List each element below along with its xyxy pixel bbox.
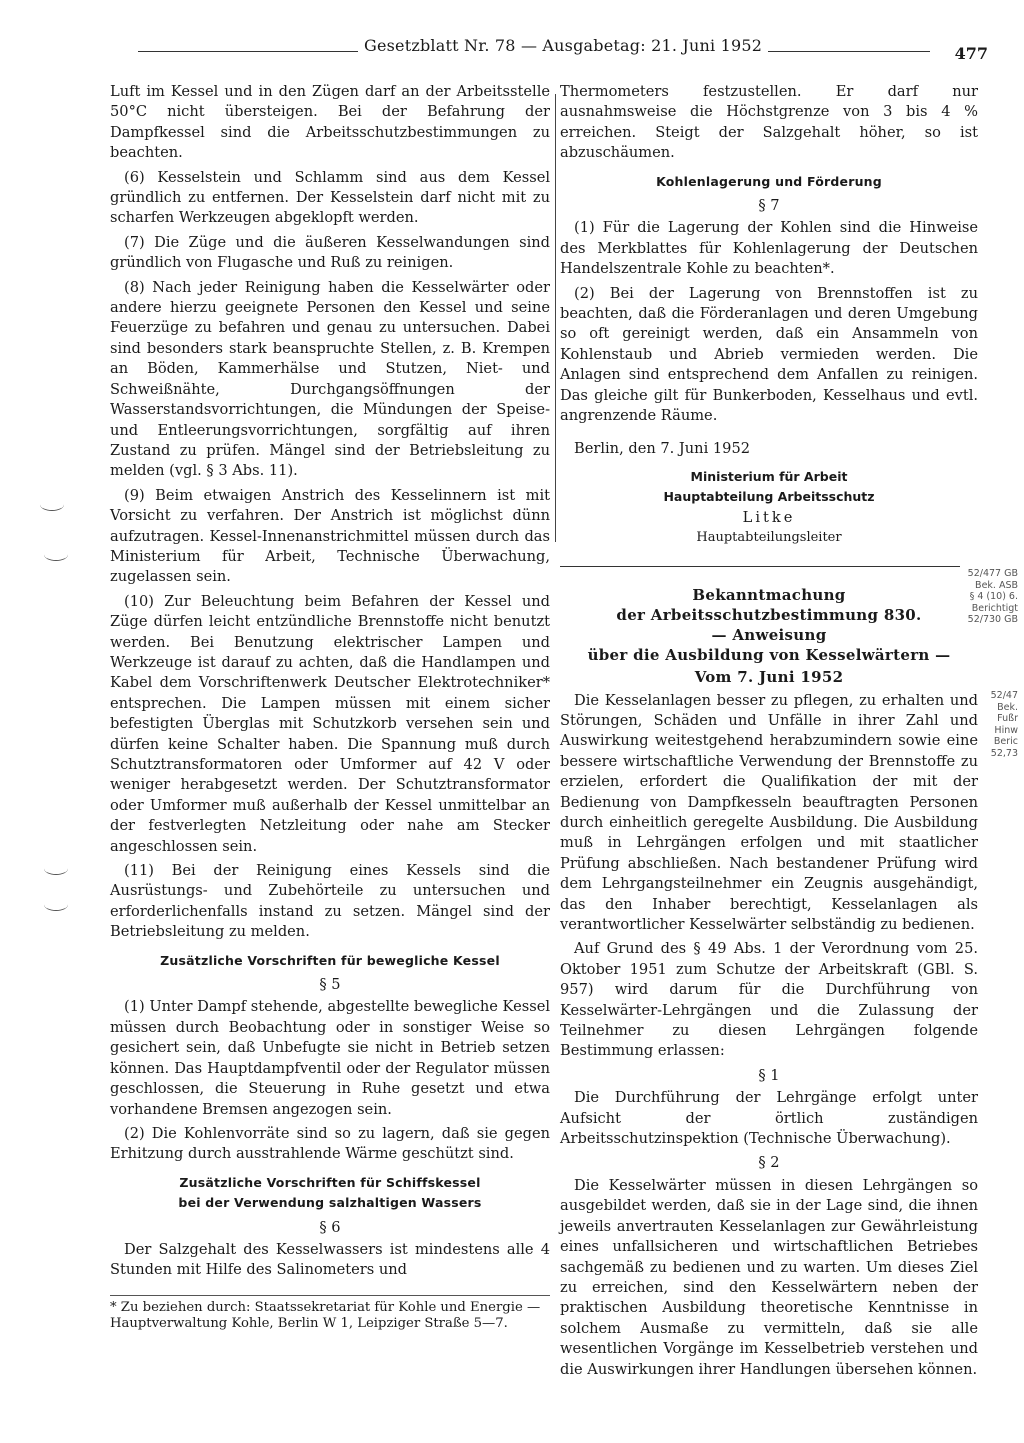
section-5-number: § 5 bbox=[319, 976, 341, 994]
signature-role: Hauptabteilungsleiter bbox=[696, 530, 842, 546]
section-7-paragraph-1: (1) Für die Lagerung der Kohlen sind die Hinweise des Merkblattes für Kohlenlagerung der Deutschen Handelszentrale Kohle zu beachten*. bbox=[560, 219, 978, 278]
paragraph-7: (7) Die Züge und die äußeren Kesselwandungen sind gründlich von Flugasche und Ruß zu reinigen. bbox=[110, 233, 550, 272]
notice-title-line2: der Arbeitsschutzbestimmung 830. bbox=[616, 605, 922, 624]
margin-check-mark bbox=[40, 498, 64, 511]
footnote: * Zu beziehen durch: Staatssekretariat für Kohle und Energie — Hauptverwaltung Kohle, Berlin W 1, Leipziger Straße 5—7. bbox=[110, 1295, 550, 1332]
section-2-paragraph: Die Kesselwärter müssen in diesen Lehrgängen so ausgebildet werden, daß sie in der Lage sind, die ihnen jeweils anvertrauten Kesselanlagen zur Gewährleistung eines unfallsicheren und wirtschaftlichen Betriebes sachgemäß zu bedienen und zu warten. Um dieses Ziel zu erreichen, sind den Kesselwärtern neben der praktischen Ausbildung theoretische Kenntnisse in solchem Ausmaße zu vermitteln, daß sie alle wesentlichen Vorgänge im Kesselbetrieb verstehen und die Auswirkungen ihrer Handlungen übersehen können. bbox=[560, 1176, 978, 1378]
section-1-paragraph: Die Durchführung der Lehrgänge erfolgt unter Aufsicht der örtlich zuständigen Arbeitsschutzinspektion (Technische Überwachung). bbox=[560, 1089, 978, 1148]
page-header bbox=[138, 30, 990, 64]
margin-check-mark bbox=[44, 898, 68, 911]
place-and-date: Berlin, den 7. Juni 1952 bbox=[574, 439, 751, 457]
intro-paragraph-1: Die Kesselanlagen besser zu pflegen, zu erhalten und Störungen, Schäden und Unfälle in ihrer Zahl und Auswirkung weitestgehend herabzumindern sowie eine bessere wirtschaftliche Verwendung der Brennstoffe zu erzielen, erfordert die Qualifikation der mit der Bedienung von Dampfkesseln beauftragten Personen durch einheitlich geregelte Ausbildung. Die Ausbildung muß in Lehrgängen erfolgen und mit staatlicher Prüfung abschließen. Nach bestandener Prüfung wird dem Lehrgangsteilnehmer ein Zeugnis ausgehändigt, das den Inhaber berechtigt, Kesselanlagen als verantwortlicher Kesselwärter selbständig zu bedienen. bbox=[560, 691, 978, 933]
signature-department: Hauptabteilung Arbeitsschutz bbox=[663, 489, 875, 505]
paragraph-11: (11) Bei der Reinigung eines Kessels sind die Ausrüstungs- und Zubehörteile zu untersuchen und erforderlichenfalls instand zu setzen. Mängel sind der Betriebsleitung zu melden. bbox=[110, 862, 550, 941]
signature-name: Litke bbox=[742, 508, 796, 526]
section-7-number: § 7 bbox=[758, 197, 780, 215]
column-divider bbox=[555, 94, 556, 542]
section-6-paragraph: Der Salzgehalt des Kesselwassers ist mindestens alle 4 Stunden mit Hilfe des Salinometers und bbox=[110, 1240, 550, 1279]
heading-ship-boilers-line1: Zusätzliche Vorschriften für Schiffskessel bbox=[179, 1174, 481, 1190]
paragraph-8: (8) Nach jeder Reinigung haben die Kesselwärter oder andere hierzu geeignete Personen den Kessel und seine Feuerzüge zu befahren und genau zu untersuchen. Dabei sind besonders stark beanspruchte Stellen, z. B. Krempen an Böden, Kammerhälse und Stutzen, Niet- und Schweißnähte, Durchgangsöffnungen der Wasserstandsvorrichtungen, die Mündungen der Speise- und Entleerungsvorrichtungen, sorgfältig auf ihren Zustand zu prüfen. Mängel sind der Betriebsleitung zu melden (vgl. § 3 Abs. 11). bbox=[110, 278, 550, 480]
notice-separator-rule bbox=[560, 566, 960, 567]
notice-title-line3: — Anweisung bbox=[711, 625, 827, 644]
margin-note-1: 52/477 GB Bek. ASB § 4 (10) 6. Berichtigt 52/730 GB bbox=[967, 568, 1018, 625]
section-2-number: § 2 bbox=[758, 1154, 780, 1172]
section-6-number: § 6 bbox=[319, 1218, 341, 1236]
signature-ministry: Ministerium für Arbeit bbox=[690, 468, 848, 484]
margin-note-2: 52/47 Bek. Fußr Hinw Beric 52,73 bbox=[990, 690, 1018, 759]
paragraph-9: (9) Beim etwaigen Anstrich des Kesselinnern ist mit Vorsicht zu verfahren. Der Anstrich ist möglichst dünn aufzutragen. Kessel-Innenanstrichmittel müssen durch das Ministerium für Arbeit, Technische Überwachung, zugelassen sein. bbox=[110, 486, 550, 586]
section-5-paragraph-1: (1) Unter Dampf stehende, abgestellte bewegliche Kessel müssen durch Beobachtung oder in sonstiger Weise so gesichert sein, daß Unbefugte sie nicht in Betrieb setzen können. Das Hauptdampfventil oder der Regulator müssen geschlossen, die Steuerung in Ruhe gesetzt und etwa vorhandene Bremsen angezogen sein. bbox=[110, 998, 550, 1118]
heading-ship-boilers-line2: bei der Verwendung salzhaltigen Wassers bbox=[178, 1195, 482, 1211]
paragraph-continued: Luft im Kessel und in den Zügen darf an der Arbeitsstelle 50°C nicht übersteigen. Bei der Befahrung der Dampfkessel sind die Arbeitsschutzbestimmungen zu beachten. bbox=[110, 83, 550, 162]
notice-date: Vom 7. Juni 1952 bbox=[694, 667, 844, 686]
margin-check-mark bbox=[44, 548, 68, 561]
notice-title-line1: Bekanntmachung bbox=[692, 585, 846, 604]
right-column bbox=[560, 82, 978, 1384]
notice-title-line4: über die Ausbildung von Kesselwärtern — bbox=[587, 645, 951, 664]
heading-coal-storage: Kohlenlagerung und Förderung bbox=[656, 173, 882, 189]
section-1-number: § 1 bbox=[758, 1066, 780, 1084]
paragraph-continued-right: Thermometers festzustellen. Er darf nur ausnahmsweise die Höchstgrenze von 3 bis 4 % erreichen. Steigt der Salzgehalt höher, so ist abzuschäumen. bbox=[560, 83, 978, 162]
section-7-paragraph-2: (2) Bei der Lagerung von Brennstoffen ist zu beachten, daß die Förderanlagen und deren Umgebung so oft gereinigt werden, daß ein Ansammeln von Kohlenstaub und Abrieb vermieden werden. Die Anlagen sind entsprechend dem Anfallen zu reinigen. Das gleiche gilt für Bunkerboden, Kesselhaus und evtl. angrenzende Räume. bbox=[560, 284, 978, 425]
paragraph-10: (10) Zur Beleuchtung beim Befahren der Kessel und Züge dürfen leicht entzündliche Brennstoffe nicht benutzt werden. Bei Benutzung elektrischer Lampen und Werkzeuge ist darauf zu achten, daß die Handlampen und Kabel dem Vorschriftenwerk Deutscher Elektrotechniker* entsprechen. Die Lampen müssen mit einem sicher befestigten Überglas mit Schutzkorb versehen sein und dürfen keine Schalter haben. Die Spannung muß durch Schutztransformatoren oder Umformer auf 42 V oder weniger herabgesetzt werden. Der Schutztransformator oder Umformer muß außerhalb der Kessel unmittelbar an der festverlegten Netzleitung oder nahe am Stecker angeschlossen sein. bbox=[110, 592, 550, 855]
heading-movable-boilers: Zusätzliche Vorschriften für bewegliche Kessel bbox=[160, 952, 500, 968]
paragraph-6: (6) Kesselstein und Schlamm sind aus dem Kessel gründlich zu entfernen. Der Kesselstein darf nicht mit zu scharfen Werkzeugen abgeklopft werden. bbox=[110, 168, 550, 227]
left-column bbox=[110, 82, 550, 1332]
intro-paragraph-2: Auf Grund des § 49 Abs. 1 der Verordnung vom 25. Oktober 1951 zum Schutze der Arbeitskraft (GBl. S. 957) wird darum für die Durchführung von Kesselwärter-Lehrgängen und die Zulassung der Teilnehmer zu diesen Lehrgängen folgende Bestimmung erlassen: bbox=[560, 940, 978, 1060]
margin-check-mark bbox=[44, 862, 68, 875]
gazette-title: Gesetzblatt Nr. 78 — Ausgabetag: 21. Juni 1952 bbox=[358, 36, 768, 55]
page-number: 477 bbox=[954, 44, 988, 63]
section-5-paragraph-2: (2) Die Kohlenvorräte sind so zu lagern, daß sie gegen Erhitzung durch ausstrahlende Wärme geschützt sind. bbox=[110, 1124, 550, 1163]
